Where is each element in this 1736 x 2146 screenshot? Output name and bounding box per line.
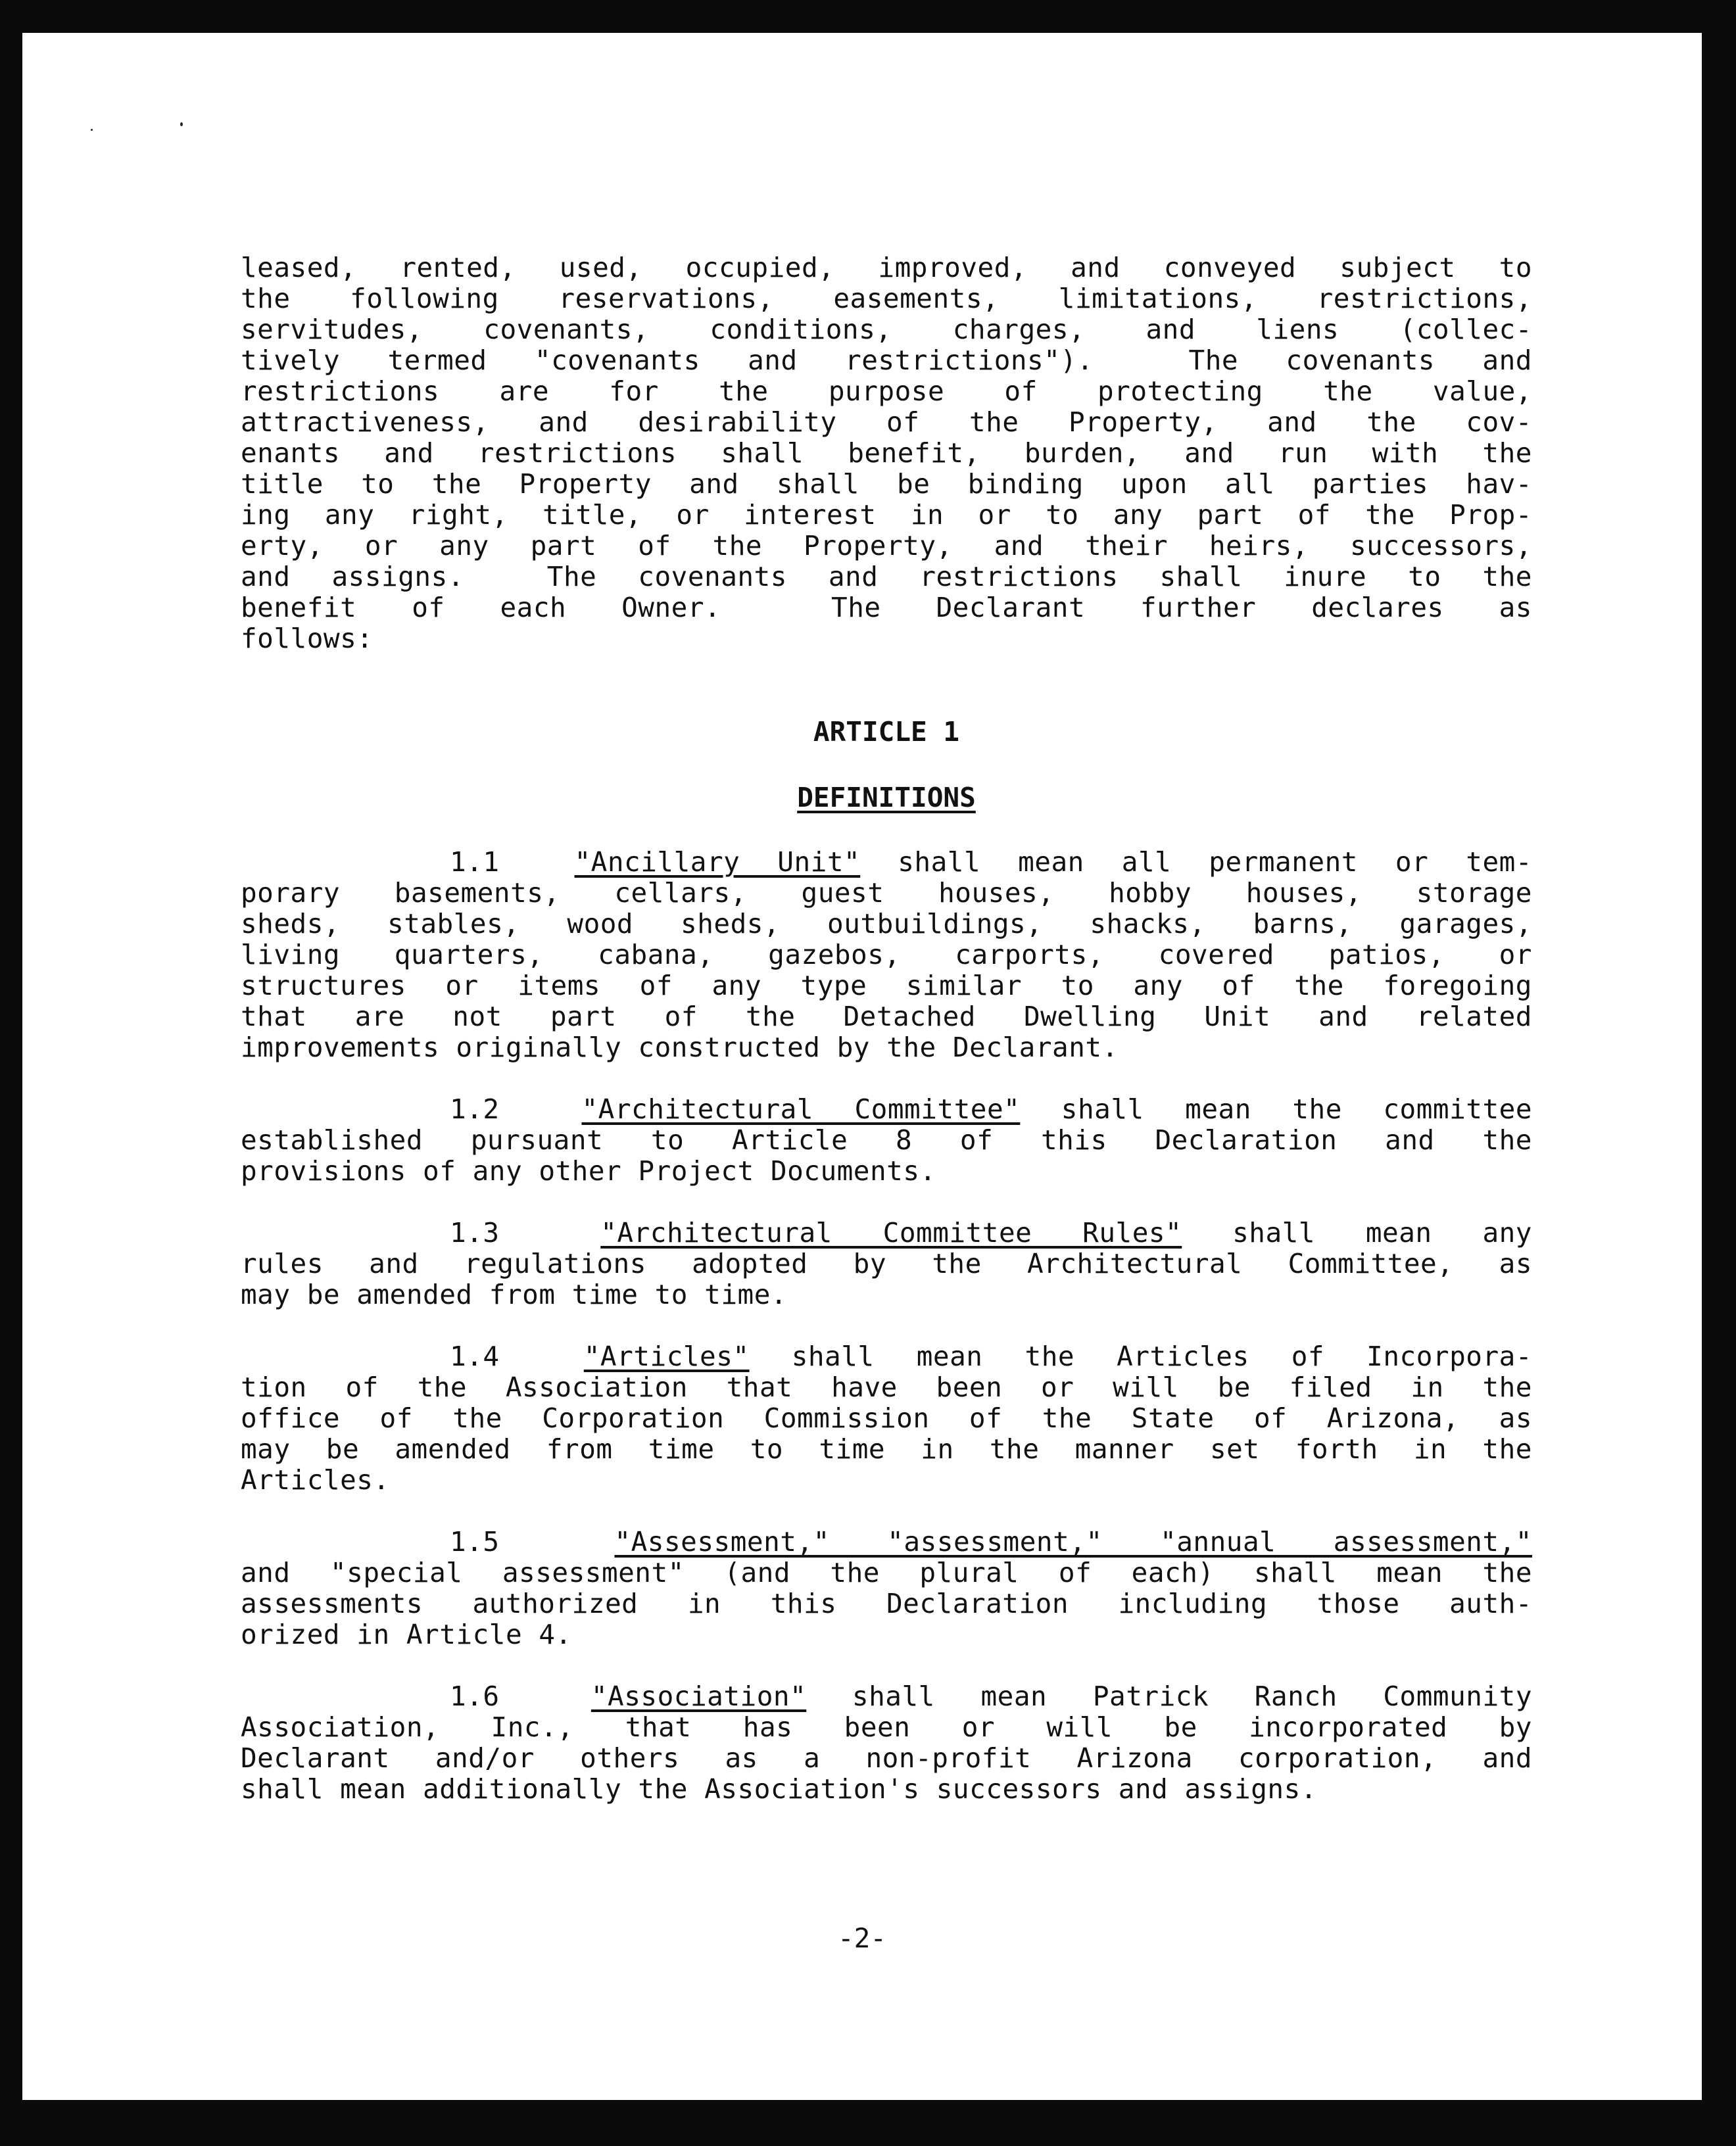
intro-line: servitudes, covenants, conditions, charges, and liens (collec- <box>241 314 1532 345</box>
definitions-list <box>241 847 1532 1836</box>
definition-1-1: 1.1 "Ancillary Unit" shall mean all permanent or tem- porary basements, cellars, guest houses, hobby houses, storage sheds, stables, wood sheds, outbuildings, shacks, barns, garages, living quarters, cabana, gazebos, carports, covered patios, or structures or items of any type similar to any of the foregoing that are not part of the Detached Dwelling Unit and related improvements originally constructed by the Declarant. <box>241 846 1532 1063</box>
intro-line: title to the Property and shall be binding upon all parties hav- <box>241 468 1532 500</box>
definition-first-line: 1.1 "Ancillary Unit" shall mean all permanent or tem- <box>450 846 1532 878</box>
definition-first-line: 1.2 "Architectural Committee" shall mean the committee <box>450 1093 1533 1125</box>
document-page <box>22 33 1702 2100</box>
defined-term: "Architectural Committee" <box>581 1093 1021 1125</box>
page-number: -2- <box>837 1922 887 1954</box>
article-title: ARTICLE 1 <box>813 716 960 748</box>
defined-term: "Ancillary Unit" <box>574 846 861 878</box>
intro-line: and assigns. The covenants and restrictions shall inure to the <box>241 561 1532 592</box>
defined-term: "Assessment," "assessment," "annual assessment," <box>614 1526 1532 1558</box>
definition-first-line: 1.6 "Association" shall mean Patrick Ranch Community <box>450 1681 1533 1712</box>
intro-line: follows: <box>241 623 374 654</box>
intro-line: restrictions are for the purpose of protecting the value, <box>241 375 1532 407</box>
scan-speck <box>180 122 183 126</box>
intro-line: the following reservations, easements, limitations, restrictions, <box>241 283 1532 314</box>
definition-1-5: 1.5 "Assessment," "assessment," "annual assessment," and "special assessment" (and the plural of each) shall mean the assessments authorized in this Declaration including those auth- orized in Article 4. <box>241 1526 1532 1650</box>
definition-1-3: 1.3 "Architectural Committee Rules" shall mean any rules and regulations adopted by the Architectural Committee, as may be amended from time to time. <box>241 1217 1532 1310</box>
intro-line: tively termed "covenants and restrictions"). The covenants and <box>241 345 1532 376</box>
defined-term: "Architectural Committee Rules" <box>600 1217 1182 1249</box>
scan-speck <box>91 129 93 131</box>
definition-first-line: 1.3 "Architectural Committee Rules" shall mean any <box>450 1217 1532 1249</box>
article-subtitle: DEFINITIONS <box>797 782 976 813</box>
definition-1-6: 1.6 "Association" shall mean Patrick Ranch Community Association, Inc., that has been or will be incorporated by Declarant and/or others as a non-profit Arizona corporation, and shall mean additionally the Association's successors and assigns. <box>241 1681 1533 1805</box>
definition-1-2: 1.2 "Architectural Committee" shall mean the committee established pursuant to Article 8 of this Declaration and the provisions of any other Project Documents. <box>241 1093 1533 1187</box>
intro-line: erty, or any part of the Property, and their heirs, successors, <box>241 530 1532 561</box>
defined-term: "Articles" <box>583 1341 750 1372</box>
intro-paragraph <box>241 252 1532 654</box>
intro-line: leased, rented, used, occupied, improved, and conveyed subject to <box>241 252 1532 283</box>
intro-line: benefit of each Owner. The Declarant further declares as <box>241 592 1532 623</box>
definition-first-line: 1.4 "Articles" shall mean the Articles of Incorpora- <box>450 1341 1533 1372</box>
intro-line: ing any right, title, or interest in or to any part of the Prop- <box>241 499 1532 531</box>
intro-line: enants and restrictions shall benefit, burden, and run with the <box>241 437 1532 469</box>
definition-first-line: 1.5 "Assessment," "assessment," "annual assessment," <box>450 1526 1532 1558</box>
defined-term: "Association" <box>591 1681 807 1712</box>
definition-1-4: 1.4 "Articles" shall mean the Articles of Incorpora- tion of the Association that have been or will be filed in the office of the Corporation Commission of the State of Arizona, as may be amended from time to time in the manner set forth in the Articles. <box>241 1341 1533 1496</box>
intro-line: attractiveness, and desirability of the Property, and the cov- <box>241 406 1532 438</box>
